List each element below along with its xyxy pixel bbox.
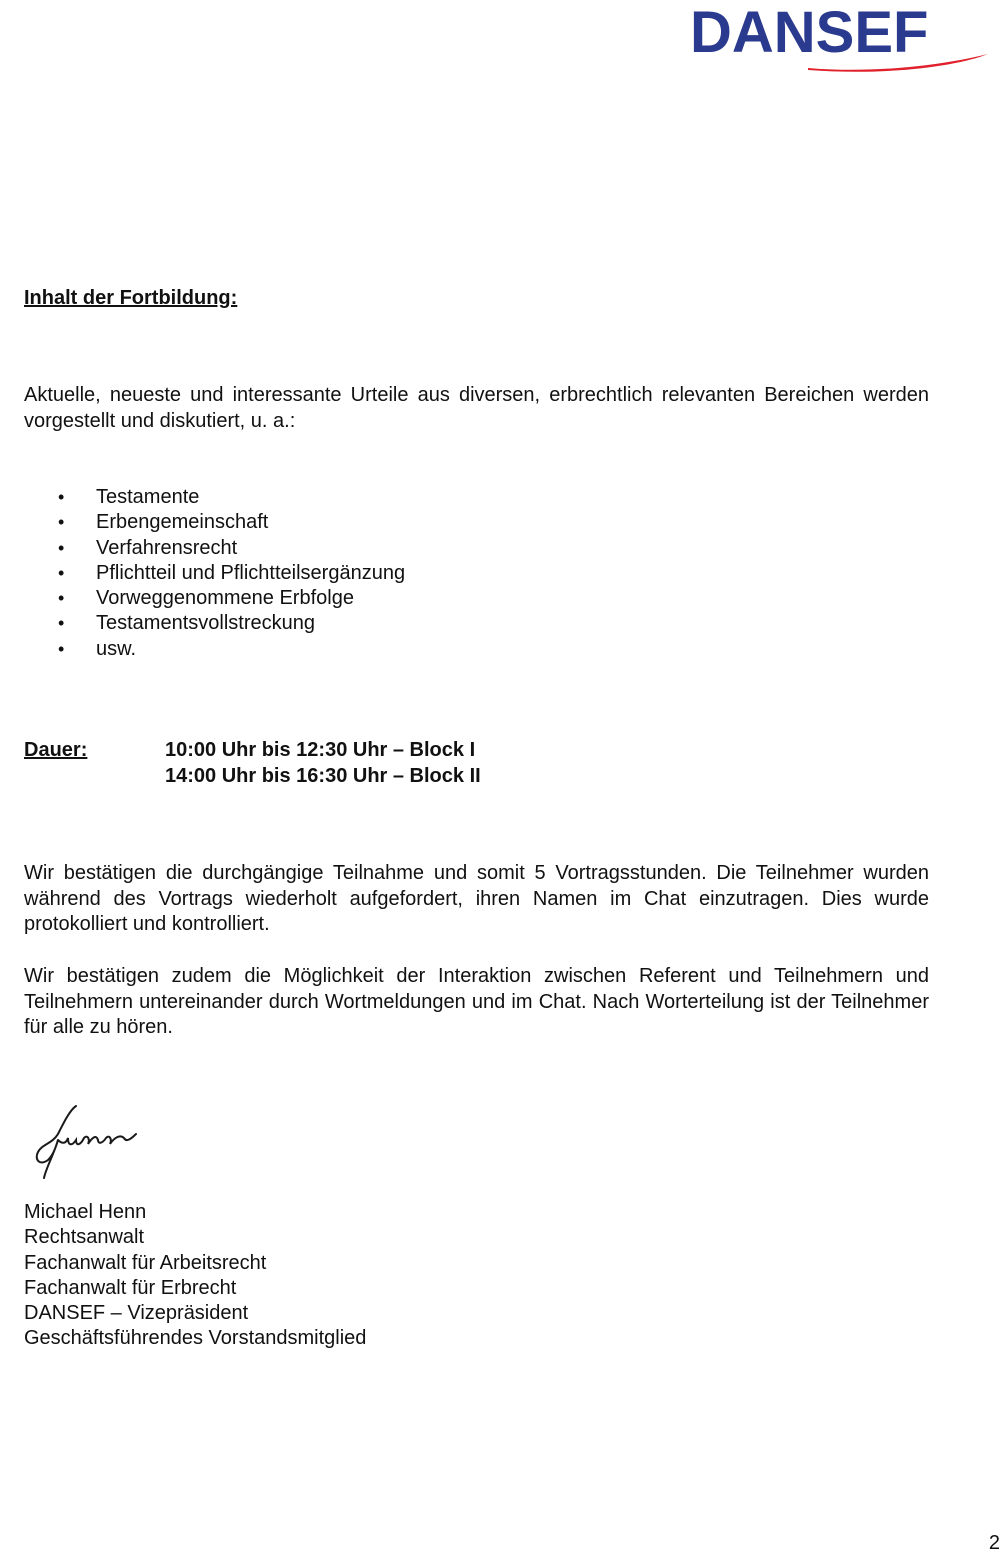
bullet-icon: • [58,588,65,609]
list-item [24,536,405,561]
topic-label: Verfahrensrecht [96,536,238,559]
duration-block-1: 10:00 Uhr bis 12:30 Uhr – Block I [165,739,476,761]
topic-label: Testamente [96,486,200,508]
bullet-icon: • [58,638,65,659]
duration-times [165,737,481,789]
signer-title: Fachanwalt für Erbrecht [24,1276,237,1299]
logo-text: DANSEF [690,0,929,65]
topic-label: usw. [96,637,137,660]
intro-paragraph: Aktuelle, neueste und interessante Urteile aus diversen, erbrechtlich relevanten Bereichen werden vorgestellt und diskutiert, u. a.: [24,384,929,432]
signer-title: Geschäftsführendes Vorstandsmitglied [24,1327,367,1350]
signature-icon [28,1100,148,1182]
section-heading: Inhalt der Fortbildung: [24,287,238,309]
bullet-icon: • [58,487,65,507]
topic-label: Vorweggenommene Erbfolge [96,587,354,610]
list-item [24,485,405,510]
topic-list [24,485,405,662]
list-item [24,611,405,636]
topic-label: Testamentsvollstreckung [96,612,315,635]
bullet-icon: • [58,512,65,533]
signer-title: Rechtsanwalt [24,1226,145,1249]
bullet-icon: • [58,562,65,583]
list-item [24,586,405,611]
signer-block [24,1200,366,1352]
signer-title: DANSEF – Vizepräsident [24,1302,249,1325]
topic-label: Pflichtteil und Pflichtteilsergänzung [96,561,406,584]
confirmation-paragraph-2: Wir bestätigen zudem die Möglichkeit der Interaktion zwischen Referent und Teilnehmern und Teilnehmern untereinander durch Wortmeldungen und im Chat. Nach Worterteilung ist der Teilnehmer für alle zu hören. [24,965,929,1038]
topic-label: Erbengemeinschaft [96,511,269,534]
duration-block-2: 14:00 Uhr bis 16:30 Uhr – Block II [165,765,481,787]
list-item [24,561,405,586]
signer-title: Fachanwalt für Arbeitsrecht [24,1251,267,1274]
bullet-icon: • [58,537,65,558]
dansef-logo [688,0,994,74]
list-item [24,510,405,535]
confirmation-paragraph-1: Wir bestätigen die durchgängige Teilnahme und somit 5 Vortragsstunden. Die Teilnehmer wurden während des Vortrags wiederholt aufgefordert, ihren Namen im Chat einzutragen. Dies wurde protokolliert und kontrolliert. [24,862,929,935]
page-number: 2 [988,1532,1000,1554]
bullet-icon: • [58,613,65,634]
duration-label: Dauer: [24,739,88,761]
list-item [24,637,405,662]
signer-name: Michael Henn [24,1201,147,1223]
